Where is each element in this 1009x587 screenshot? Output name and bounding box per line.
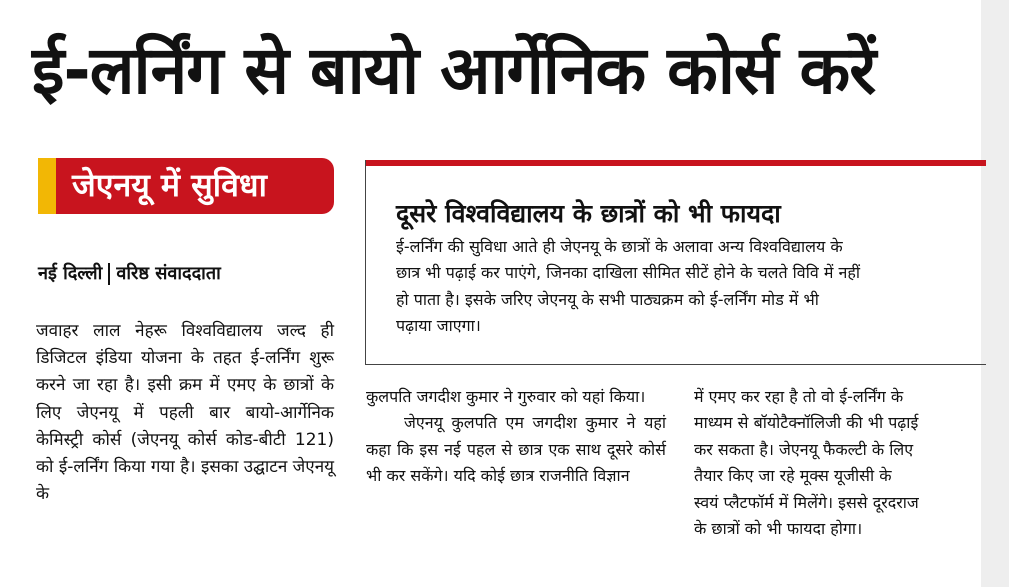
highlight-box-title: दूसरे विश्वविद्यालय के छात्रों को भी फायदा xyxy=(396,199,781,228)
article-paragraph: कुलपति जगदीश कुमार ने गुरुवार को यहां किया। xyxy=(366,387,646,406)
highlight-box-line: पढ़ाया जाएगा। xyxy=(396,316,481,336)
article-paragraph: जवाहर लाल नेहरू विश्वविद्यालय जल्द ही डिजिटल इंडिया योजना के तहत ई-लर्निंग शुरू करने जा रहा है। इसी क्रम में एमए के छात्रों के लिए जेएनयू में पहली बार बायो-आर्गेनिक केमिस्ट्री कोर्स (जेएनयू कोर्स कोड-बीटी 121) को ई-लर्निंग किया गया है। इसका उद्घाटन जेएनयू के xyxy=(36,321,334,505)
highlight-box-line: छात्र भी पढ़ाई कर पाएंगे, जिनका दाखिला सीमित सीटें होने के चलते विवि में नहीं xyxy=(396,263,861,283)
tag-accent-bar xyxy=(38,158,56,214)
article-line: माध्यम से बॉयोटैक्नॉलिजी की भी पढ़ाई xyxy=(694,413,919,433)
article-line: तैयार किए जा रहे मूक्स यूजीसी के xyxy=(694,466,892,486)
tag-label: जेएनयू में सुविधा xyxy=(72,166,267,204)
article-line: कर सकता है। जेएनयू फैकल्टी के लिए xyxy=(694,439,914,459)
headline: ई-लर्निंग से बायो आर्गेनिक कोर्स करें xyxy=(32,32,876,109)
article-column-middle xyxy=(366,384,666,490)
section-tag xyxy=(38,158,334,214)
dateline xyxy=(38,261,221,285)
article-column-left xyxy=(36,318,334,508)
article-line: स्वयं प्लैटफॉर्म में मिलेंगे। इससे दूरदराज xyxy=(694,492,919,512)
highlight-box-line: हो पाता है। इसके जरिए जेएनयू के सभी पाठ्यक्रम को ई-लर्निंग मोड में भी xyxy=(396,289,819,309)
article-line: के छात्रों को भी फायदा होगा। xyxy=(694,518,863,538)
article-column-right xyxy=(694,384,981,542)
dateline-author: वरिष्ठ संवाददाता xyxy=(116,263,221,284)
dateline-place: नई दिल्ली xyxy=(38,263,103,284)
dateline-separator xyxy=(108,263,110,285)
article-paragraph: जेएनयू कुलपति एम जगदीश कुमार ने यहां कहा कि इस नई पहल से छात्र एक साथ दूसरे कोर्स भी कर सकेंगे। यदि कोई छात्र राजनीति विज्ञान xyxy=(366,413,666,486)
highlight-box-line: ई-लर्निंग की सुविधा आते ही जेएनयू के छात्रों के अलावा अन्य विश्वविद्यालय के xyxy=(396,237,843,256)
highlight-box xyxy=(365,160,986,365)
highlight-box-top-bar xyxy=(366,160,986,166)
highlight-box-body xyxy=(396,234,981,340)
article-line: में एमए कर रहा है तो वो ई-लर्निंग के xyxy=(694,387,904,406)
